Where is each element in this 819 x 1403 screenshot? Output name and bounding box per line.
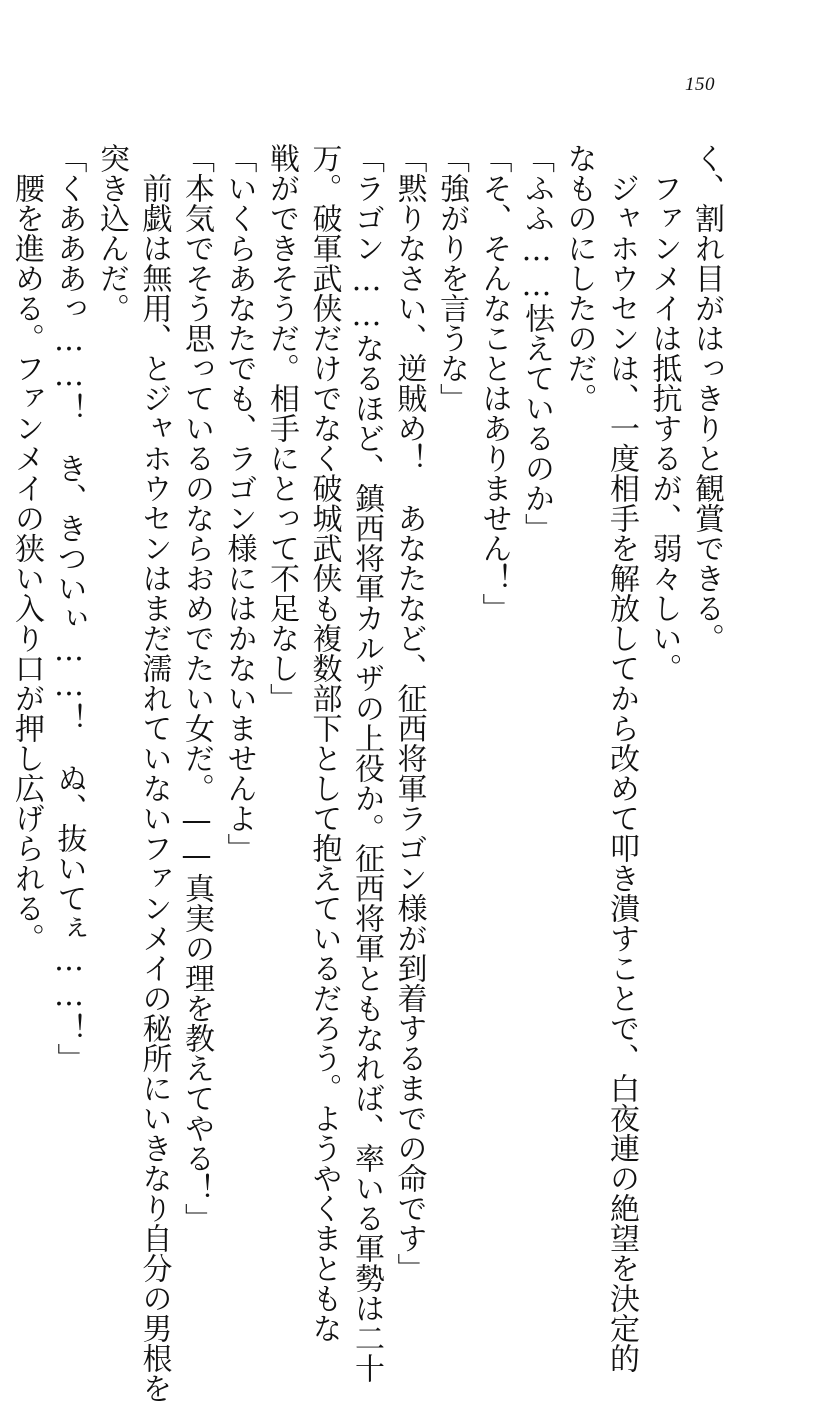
vertical-text-body <box>5 125 728 1403</box>
text-column: 「そ、そんなことはありません！」 <box>476 143 512 623</box>
text-column: 「強がりを言うな」 <box>434 143 469 413</box>
text-column: 戦ができそうだ。相手にとって不足なし」 <box>264 143 299 713</box>
text-column: 前戯は無用、とジャホウセンはまだ濡れていないファンメイの秘所にいきなり自分の男根を <box>136 173 172 1403</box>
text-column: 「本気でそう思っているのならおめでたい女だ。——真実の理を教えてやる！」 <box>179 143 214 1233</box>
text-column: 突き込んだ。 <box>94 143 129 323</box>
text-column: ファンメイは抵抗するが、弱々しい。 <box>646 173 682 683</box>
text-column: 「いくらあなたでも、ラゴン様にはかないませんよ」 <box>221 143 257 863</box>
text-column: ジャホウセンは、一度相手を解放してから改めて叩き潰すことで、白夜連の絶望を決定的 <box>604 173 639 1373</box>
text-column: なものにしたのだ。 <box>561 143 597 413</box>
text-column: 腰を進める。ファンメイの狭い入り口が押し広げられる。 <box>9 173 44 953</box>
text-column: く、割れ目がはっきりと観賞できる。 <box>689 143 724 653</box>
text-column: 「くあああっ……！ き、きついぃ……！ ぬ、抜いてぇ……！」 <box>51 143 87 1073</box>
text-column: 「ふふ……怯えているのか」 <box>519 143 554 543</box>
text-column: 「黙りなさい、逆賊め！ あなたなど、征西将軍ラゴン様が到着するまでの命です」 <box>391 143 427 1283</box>
page-number: 150 <box>685 74 715 95</box>
text-column: 万。破軍武侠だけでなく破城武侠も複数部下として抱えているだろう。ようやくまともな <box>306 143 342 1343</box>
text-column: 「ラゴン……なるほど、鎮西将軍カルザの上役か。征西将軍ともなれば、率いる軍勢は二十 <box>349 143 384 1383</box>
